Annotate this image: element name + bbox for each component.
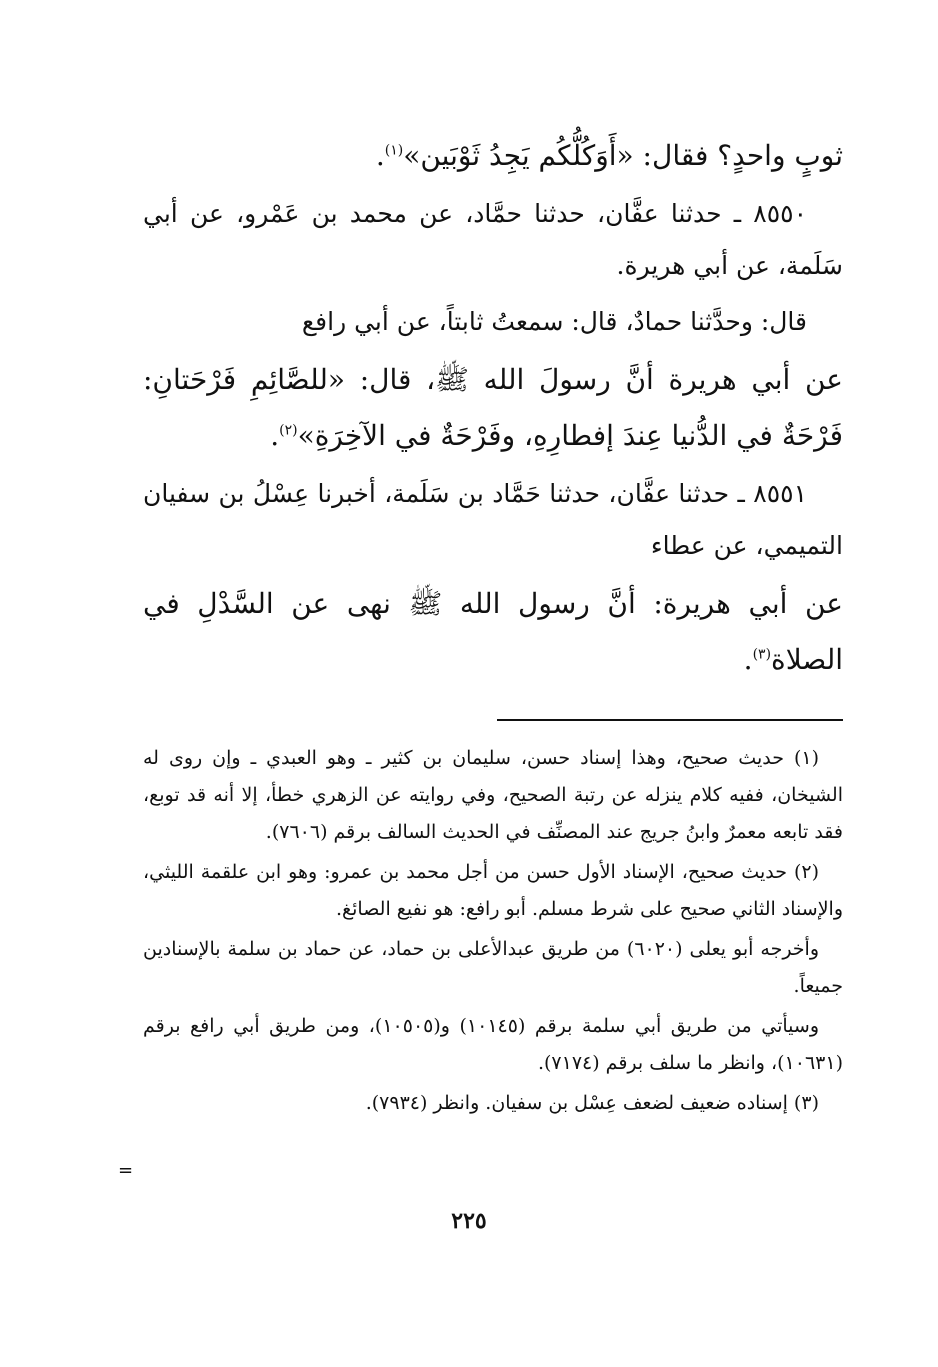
punctuation: . bbox=[743, 643, 753, 676]
hadith-text: ثوبٍ واحدٍ؟ فقال: «أَوَكُلُّكُم يَجِدُ ثَوْبَين» bbox=[403, 139, 843, 172]
punctuation: . bbox=[375, 139, 385, 172]
footnote-3: (٣) إسناده ضعيف لضعف عِسْل بن سفيان. وانظر (٧٩٣٤). bbox=[365, 1092, 819, 1114]
main-text bbox=[143, 128, 843, 692]
hadith-8551-text bbox=[143, 576, 843, 688]
footnote-ref-3[interactable]: (٣) bbox=[752, 646, 772, 663]
footnote-separator bbox=[497, 719, 843, 721]
hadith-8550-chain: ٨٥٥٠ ـ حدثنا عفَّان، حدثنا حمَّاد، عن محمد بن عَمْرو، عن أبي سَلَمة، عن أبي هريرة. bbox=[143, 199, 843, 280]
hadith-8550-text bbox=[143, 352, 843, 464]
footnotes bbox=[143, 740, 843, 1125]
footnote-ref-2[interactable]: (٢) bbox=[279, 422, 298, 439]
continuation-mark: = bbox=[118, 1160, 134, 1181]
hadith-text: عن أبي هريرة: أنَّ رسول الله ﷺ نهى عن السَّدْلِ في الصلاة bbox=[143, 587, 844, 676]
footnote-2-continuation: وسيأتي من طريق أبي سلمة برقم (١٠١٤٥) و(١٠٥٠٥)، ومن طريق أبي رافع برقم (١٠٦٣١)، وانظر ما سلف برقم (٧١٧٤). bbox=[143, 1015, 843, 1074]
hadith-text: عن أبي هريرة أنَّ رسولَ الله ﷺ، قال: «للصَّائِمِ فَرْحَتانِ: فَرْحَةٌ في الدُّنيا عِندَ إفطارِهِ، وفَرْحَةٌ في الآخِرَةِ» bbox=[143, 363, 843, 452]
footnote-2-continuation: وأخرجه أبو يعلى (٦٠٢٠) من طريق عبدالأعلى بن حماد، عن حماد بن سلمة بالإسنادين جميعاً. bbox=[143, 938, 843, 997]
page-number: ٢٢٥ bbox=[451, 1208, 487, 1234]
footnote-2: (٢) حديث صحيح، الإسناد الأول حسن من أجل محمد بن عمرو: وهو ابن علقمة الليثي، والإسناد الثاني صحيح على شرط مسلم. أبو رافع: هو نفيع الصائغ. bbox=[143, 861, 843, 920]
punctuation: . bbox=[270, 419, 280, 452]
hadith-text-continuation bbox=[143, 128, 843, 184]
footnote-ref-1[interactable]: (١) bbox=[384, 142, 404, 159]
hadith-8550-second-chain: قال: وحدَّثنا حمادٌ، قال: سمعتُ ثابتاً، عن أبي رافع bbox=[301, 307, 807, 336]
footnote-1: (١) حديث صحيح، وهذا إسناد حسن، سليمان بن كثير ـ وهو العبدي ـ وإن روى له الشيخان، ففيه كلام ينزله عن رتبة الصحيح، وفي روايته عن الزهري خطأ، إلا أنه قد توبع، فقد تابعه معمرٌ وابنُ جريج عند المصنِّف في الحديث السالف برقم (٧٦٠٦). bbox=[143, 747, 843, 843]
hadith-8551-chain: ٨٥٥١ ـ حدثنا عفَّان، حدثنا حَمَّاد بن سَلَمة، أخبرنا عِسْلُ بن سفيان التميمي، عن عطاء bbox=[143, 479, 843, 560]
